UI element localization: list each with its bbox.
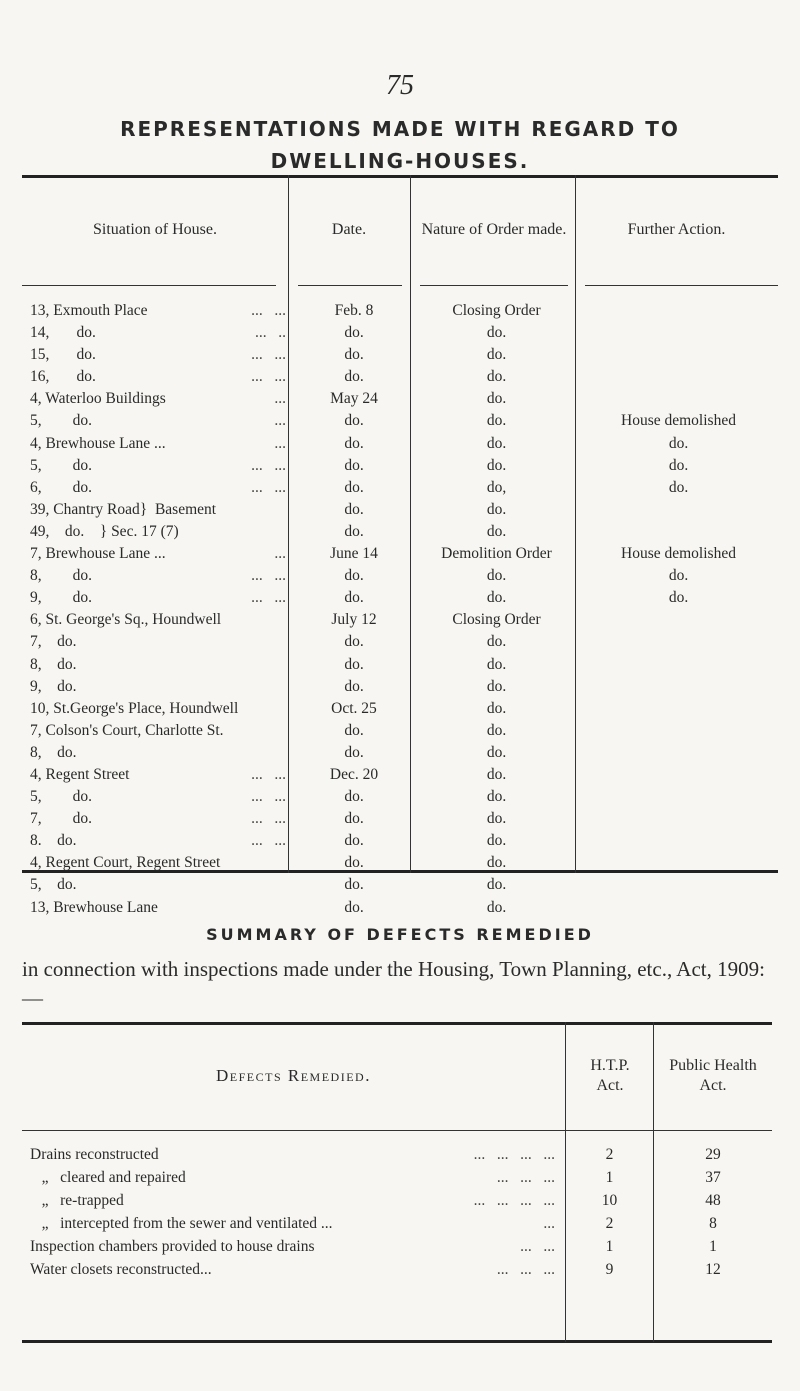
date-cell: do.	[344, 898, 364, 916]
leader-dots: ... ...	[251, 567, 286, 585]
situation-cell	[30, 742, 286, 764]
table-row	[22, 1236, 772, 1259]
nature-cell: do.	[486, 346, 507, 364]
situation-cell	[30, 764, 286, 786]
defect-cell	[30, 1190, 555, 1212]
situation-text: 5, do.	[30, 876, 77, 894]
situation-text: 7, do.	[30, 810, 92, 828]
nature-cell: do.	[486, 677, 507, 695]
date-cell: do.	[344, 721, 364, 739]
date-cell: May 24	[330, 390, 378, 408]
leader-dots: ...	[274, 412, 286, 430]
title-line-2: DWELLING-HOUSES.	[270, 149, 530, 173]
situation-cell	[30, 698, 286, 720]
situation-cell	[30, 808, 286, 830]
situation-text: 49, do. } Sec. 17 (7)	[30, 522, 179, 540]
leader-dots: ... ... ... ...	[473, 1192, 555, 1209]
further-action-cell: do.	[668, 456, 689, 474]
date-cell: do.	[344, 412, 364, 430]
header-htp-act: H.T.P. Act.	[590, 1057, 630, 1094]
situation-text: 39, Chantry Road} Basement	[30, 500, 217, 518]
nature-cell: Demolition Order	[441, 545, 552, 563]
table-row	[22, 897, 778, 919]
nature-cell: do.	[486, 390, 507, 408]
defect-label: Water closets reconstructed...	[30, 1261, 212, 1278]
table-row	[22, 676, 778, 698]
situation-cell	[30, 786, 286, 808]
defect-cell	[30, 1144, 555, 1166]
public-health-count-cell: 8	[709, 1215, 717, 1232]
date-cell: do.	[344, 832, 364, 850]
date-cell: July 12	[331, 611, 377, 629]
page-number: 75	[386, 70, 414, 101]
page-title	[0, 113, 800, 177]
header-public-health-act: Public Health Act.	[669, 1057, 757, 1094]
situation-text: 5, do.	[30, 788, 92, 806]
nature-cell: do.	[486, 655, 507, 673]
situation-cell	[30, 521, 286, 543]
defect-cell	[30, 1167, 555, 1189]
situation-cell	[30, 543, 286, 565]
situation-text: 9, do.	[30, 677, 77, 695]
date-cell: Oct. 25	[331, 699, 377, 717]
situation-text: 14, do.	[30, 324, 96, 342]
leader-dots: ... ...	[251, 302, 286, 319]
table-row	[22, 1259, 772, 1282]
nature-cell: do.	[486, 324, 507, 342]
table-row	[22, 609, 778, 631]
situation-cell	[30, 587, 286, 609]
date-cell: do.	[344, 810, 364, 828]
table-row	[22, 742, 778, 764]
defect-cell	[30, 1259, 555, 1281]
table-row	[22, 1213, 772, 1236]
htp-count-cell: 2	[605, 1215, 614, 1232]
situation-cell	[30, 609, 286, 631]
table-row	[22, 521, 778, 543]
situation-cell	[30, 499, 286, 521]
situation-cell	[30, 344, 286, 366]
leader-dots: ... ...	[520, 1238, 555, 1255]
htp-count-cell: 10	[601, 1192, 618, 1209]
date-cell: do.	[344, 368, 364, 386]
representations-table	[22, 175, 778, 916]
table-row	[22, 366, 778, 388]
further-action-cell: do.	[668, 434, 689, 452]
date-cell: do.	[344, 500, 364, 518]
table-row	[22, 874, 778, 896]
leader-dots: ... ... ... ...	[473, 1146, 555, 1163]
date-cell: do.	[344, 677, 364, 695]
situation-text: 8. do.	[30, 832, 77, 850]
leader-dots: ... ...	[251, 368, 286, 386]
date-cell: do.	[344, 324, 364, 342]
defect-label: Inspection chambers provided to house drains	[30, 1238, 315, 1255]
date-cell: do.	[344, 522, 364, 540]
nature-cell: do.	[486, 721, 507, 739]
table-row	[22, 720, 778, 742]
situation-cell	[30, 477, 286, 499]
defect-cell	[30, 1213, 555, 1235]
leader-dots: ... ...	[251, 765, 286, 783]
table-row	[22, 388, 778, 410]
situation-text: 13, Brewhouse Lane	[30, 898, 158, 916]
nature-cell: do.	[486, 788, 507, 806]
leader-dots: ... ...	[251, 788, 286, 806]
date-cell: do.	[344, 346, 364, 364]
summary-subtitle: in connection with inspections made under the Housing, Town Planning, etc., Act, 1909:—	[22, 957, 765, 1010]
leader-dots: ...	[274, 390, 286, 408]
header-further-action: Further Action.	[627, 221, 726, 238]
situation-text: 4, Waterloo Buildings	[30, 390, 166, 408]
situation-text: 7, do.	[30, 633, 77, 651]
situation-text: 13, Exmouth Place	[30, 302, 148, 319]
header-situation: Situation of House.	[93, 221, 217, 238]
date-cell: do.	[344, 788, 364, 806]
leader-dots: ...	[543, 1215, 555, 1232]
leader-dots: ...	[274, 545, 286, 563]
date-cell: do.	[344, 655, 364, 673]
situation-text: 10, St.George's Place, Houndwell	[30, 699, 239, 717]
header-nature: Nature of Order made.	[421, 221, 567, 238]
leader-dots: ... ...	[251, 810, 286, 828]
defect-cell	[30, 1236, 555, 1258]
table-row	[22, 654, 778, 676]
date-cell: do.	[344, 434, 364, 452]
public-health-count-cell: 48	[705, 1192, 721, 1209]
situation-cell	[30, 388, 286, 410]
table-body	[22, 1144, 772, 1282]
table-row	[22, 587, 778, 609]
situation-cell	[30, 676, 286, 698]
nature-cell: do.	[486, 743, 507, 761]
situation-cell	[30, 654, 286, 676]
table-row	[22, 565, 778, 587]
situation-text: 5, do.	[30, 412, 92, 430]
date-cell: do.	[344, 589, 364, 607]
nature-cell: do.	[486, 765, 507, 783]
defect-label: „ cleared and repaired	[30, 1169, 186, 1186]
nature-cell: Closing Order	[452, 611, 541, 629]
date-cell: do.	[344, 633, 364, 651]
table-row	[22, 808, 778, 830]
situation-text: 9, do.	[30, 589, 92, 607]
situation-cell	[30, 366, 286, 388]
nature-cell: do.	[486, 898, 507, 916]
further-action-cell: do.	[668, 567, 689, 585]
further-action-cell: do.	[668, 589, 689, 607]
nature-cell: do.	[486, 567, 507, 585]
table-row	[22, 852, 778, 874]
situation-cell	[30, 410, 286, 432]
situation-cell	[30, 631, 286, 653]
date-cell: do.	[344, 876, 364, 894]
situation-cell	[30, 322, 286, 344]
situation-text: 16, do.	[30, 368, 96, 386]
defects-table	[22, 1022, 772, 1342]
date-cell: Dec. 20	[329, 765, 379, 783]
header-rule	[22, 285, 276, 286]
situation-text: 6, St. George's Sq., Houndwell	[30, 611, 222, 629]
situation-text: 8, do.	[30, 655, 77, 673]
table-bottom-rule	[22, 1340, 772, 1343]
nature-cell: do.	[486, 589, 507, 607]
public-health-count-cell: 29	[705, 1146, 721, 1163]
table-row	[22, 455, 778, 477]
situation-text: 4, Brewhouse Lane ...	[30, 434, 166, 452]
situation-cell	[30, 455, 286, 477]
table-row	[22, 830, 778, 852]
situation-cell	[30, 433, 286, 455]
htp-count-cell: 2	[605, 1146, 614, 1163]
date-cell: do.	[344, 743, 364, 761]
situation-cell	[30, 300, 286, 322]
date-cell: Feb. 8	[334, 302, 374, 319]
further-action-cell: House demolished	[621, 545, 736, 563]
table-row	[22, 499, 778, 521]
table-row	[22, 786, 778, 808]
nature-cell: do,	[486, 478, 507, 496]
table-row	[22, 322, 778, 344]
date-cell: do.	[344, 567, 364, 585]
situation-text: 6, do.	[30, 478, 92, 496]
leader-dots: ...	[274, 434, 286, 452]
further-action-cell: House demolished	[621, 412, 736, 430]
situation-text: 5, do.	[30, 456, 92, 474]
header-rule	[298, 285, 402, 286]
situation-cell	[30, 565, 286, 587]
htp-count-cell: 1	[605, 1238, 614, 1255]
table-row	[22, 344, 778, 366]
situation-text: 4, Regent Court, Regent Street	[30, 854, 221, 872]
public-health-count-cell: 37	[705, 1169, 721, 1186]
date-cell: do.	[344, 478, 364, 496]
table-row	[22, 433, 778, 455]
table-row	[22, 698, 778, 720]
nature-cell: do.	[486, 500, 507, 518]
table-row	[22, 300, 778, 322]
date-cell: do.	[344, 456, 364, 474]
leader-dots: ... ...	[251, 346, 286, 364]
table-body	[22, 300, 778, 919]
header-date: Date.	[331, 221, 367, 238]
table-row	[22, 1144, 772, 1167]
header-rule	[22, 1130, 772, 1131]
nature-cell: do.	[486, 522, 507, 540]
situation-cell	[30, 874, 286, 896]
summary-title: SUMMARY OF DEFECTS REMEDIED	[206, 925, 594, 944]
htp-count-cell: 1	[605, 1169, 614, 1186]
situation-text: 7, Colson's Court, Charlotte St.	[30, 721, 224, 739]
nature-cell: do.	[486, 456, 507, 474]
table-row	[22, 1167, 772, 1190]
situation-text: 8, do.	[30, 743, 77, 761]
table-row	[22, 631, 778, 653]
leader-dots: ... ..	[255, 324, 286, 342]
leader-dots: ... ...	[251, 832, 286, 850]
situation-text: 15, do.	[30, 346, 96, 364]
nature-cell: do.	[486, 434, 507, 452]
defect-label: Drains reconstructed	[30, 1146, 159, 1163]
htp-count-cell: 9	[605, 1261, 614, 1278]
public-health-count-cell: 12	[705, 1261, 721, 1278]
defect-label: „ re-trapped	[30, 1192, 124, 1209]
public-health-count-cell: 1	[709, 1238, 717, 1255]
header-defects: Defects Remedied.	[216, 1066, 371, 1085]
nature-cell: do.	[486, 854, 507, 872]
situation-cell	[30, 830, 286, 852]
nature-cell: do.	[486, 368, 507, 386]
header-rule	[585, 285, 778, 286]
situation-cell	[30, 897, 286, 919]
header-rule	[420, 285, 568, 286]
nature-cell: do.	[486, 699, 507, 717]
leader-dots: ... ... ...	[496, 1169, 555, 1186]
situation-text: 7, Brewhouse Lane ...	[30, 545, 166, 563]
nature-cell: do.	[486, 876, 507, 894]
nature-cell: do.	[486, 810, 507, 828]
title-line-1: REPRESENTATIONS MADE WITH REGARD TO	[120, 117, 680, 141]
leader-dots: ... ...	[251, 589, 286, 607]
table-row	[22, 1190, 772, 1213]
defect-label: „ intercepted from the sewer and ventilated ...	[30, 1215, 333, 1232]
situation-text: 8, do.	[30, 567, 92, 585]
table-row	[22, 543, 778, 565]
situation-cell	[30, 852, 286, 874]
situation-text: 4, Regent Street	[30, 765, 130, 783]
table-row	[22, 410, 778, 432]
situation-cell	[30, 720, 286, 742]
further-action-cell: do.	[668, 478, 689, 496]
date-cell: do.	[344, 854, 364, 872]
leader-dots: ... ...	[251, 456, 286, 474]
nature-cell: do.	[486, 633, 507, 651]
nature-cell: do.	[486, 412, 507, 430]
leader-dots: ... ...	[251, 478, 286, 496]
leader-dots: ... ... ...	[496, 1261, 555, 1278]
nature-cell: do.	[486, 832, 507, 850]
date-cell: June 14	[330, 545, 378, 563]
table-row	[22, 477, 778, 499]
table-row	[22, 764, 778, 786]
nature-cell: Closing Order	[452, 302, 541, 319]
